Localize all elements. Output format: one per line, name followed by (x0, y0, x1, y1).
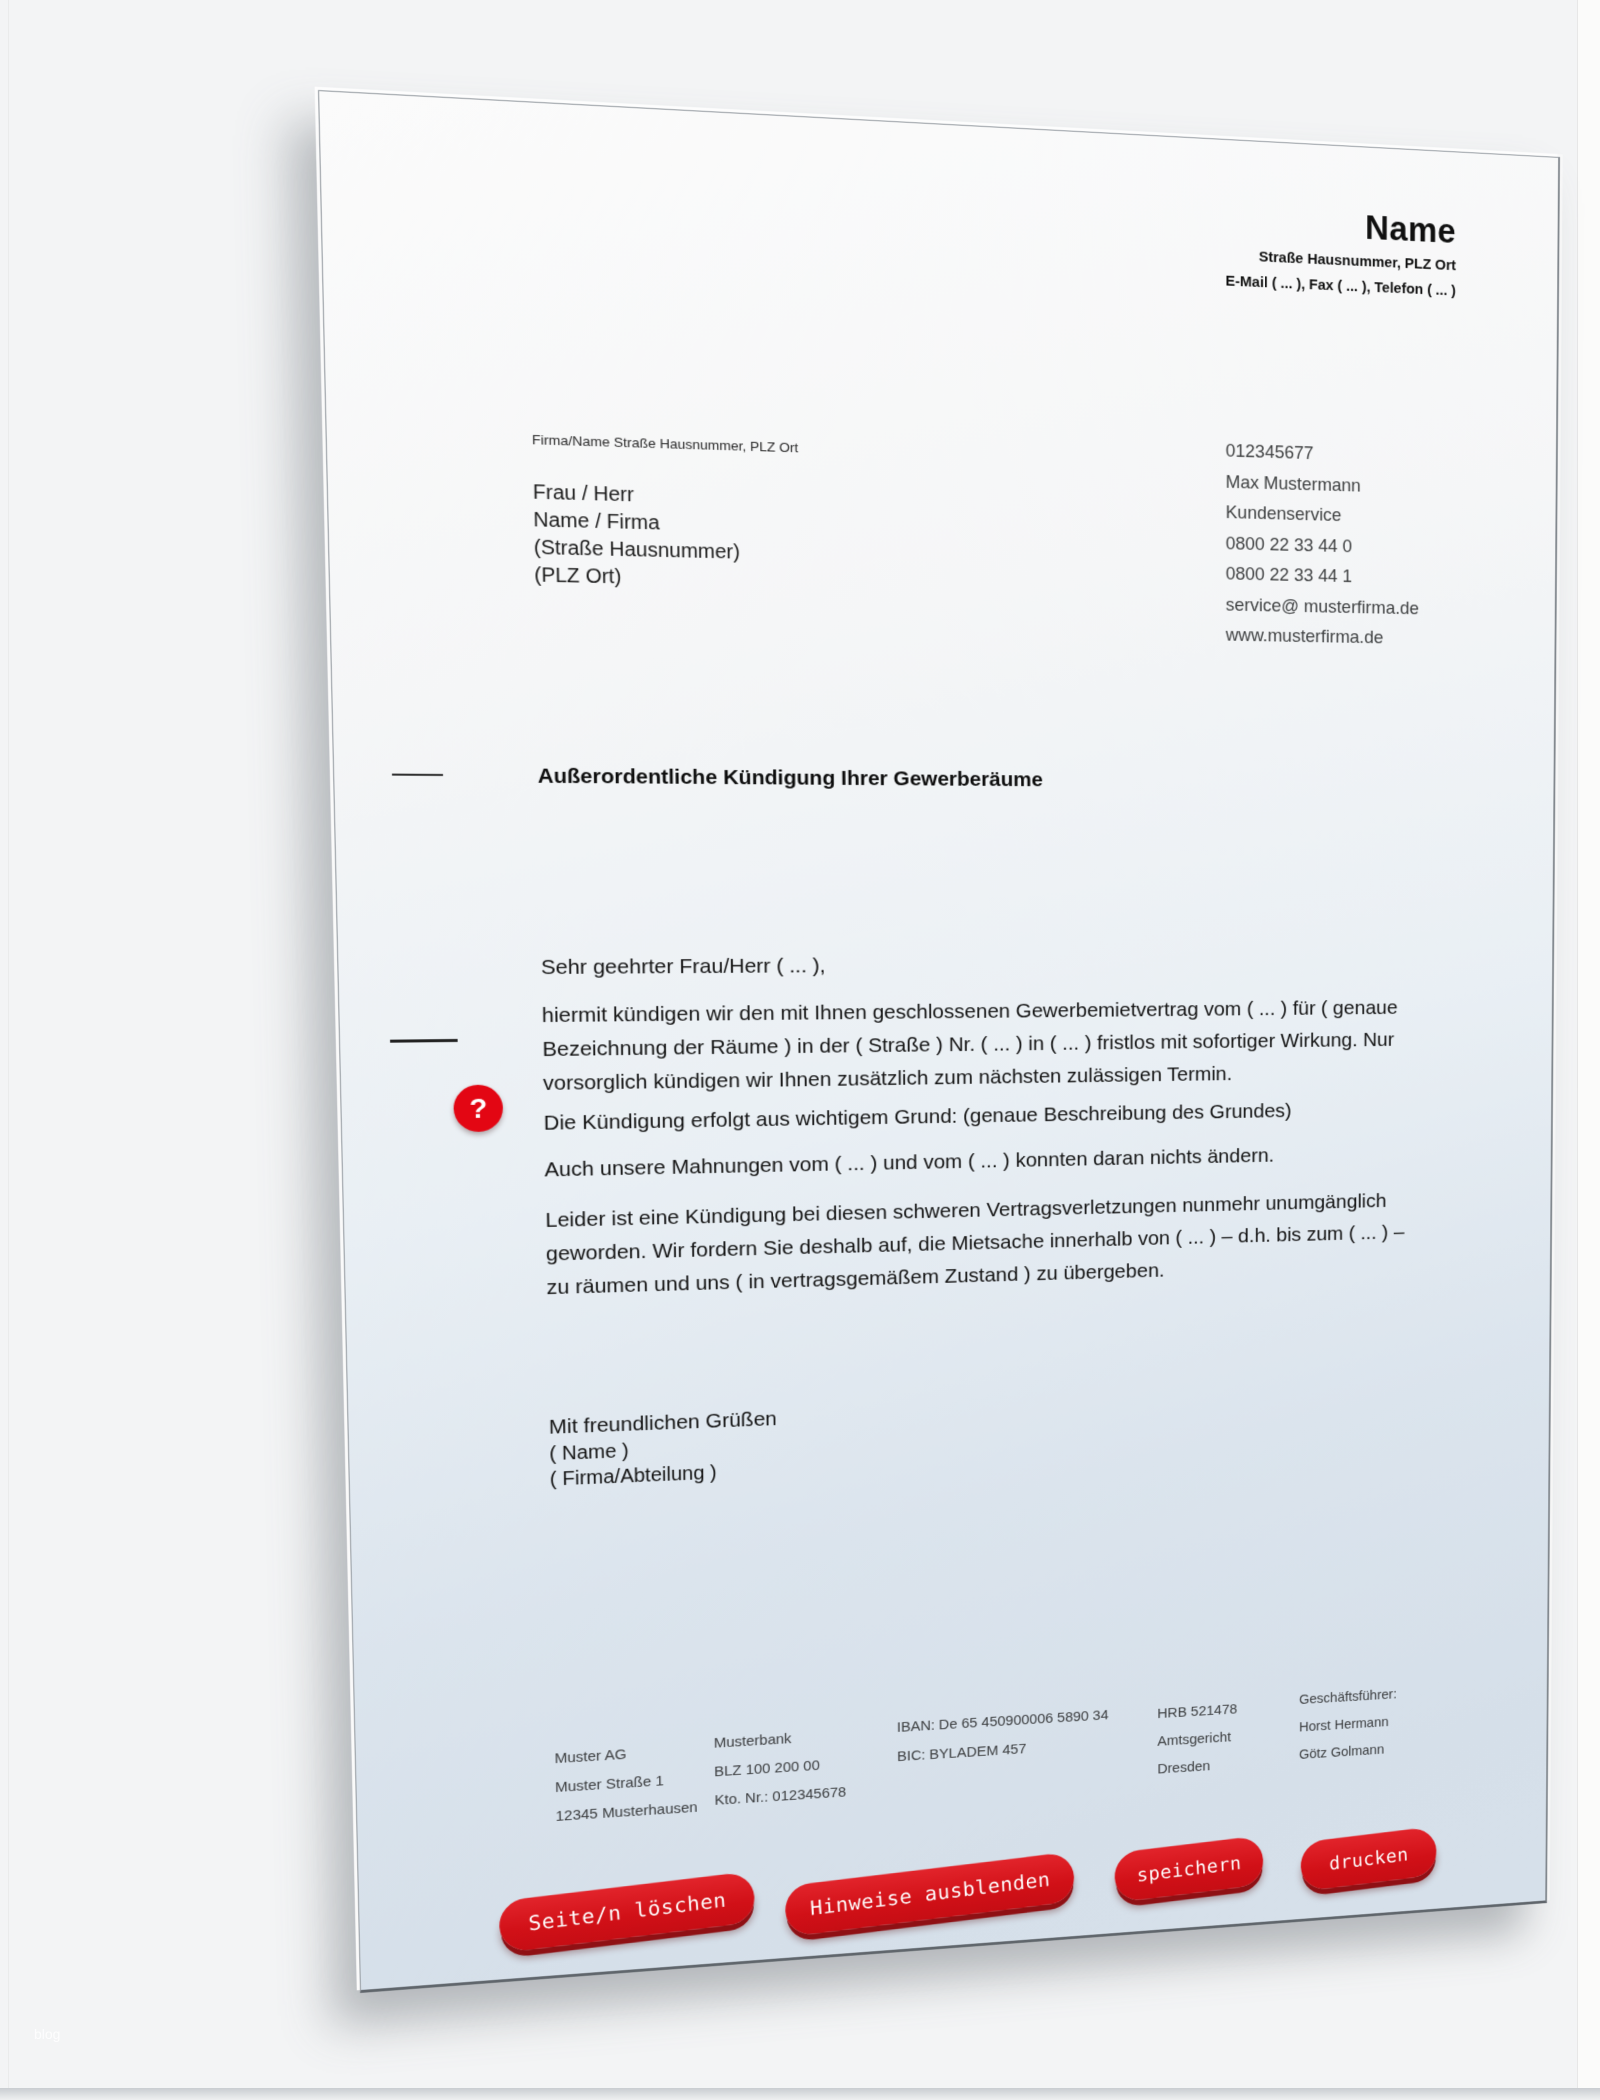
footer-line: Muster Straße 1 (554, 1772, 664, 1796)
background-right-strip (1577, 0, 1600, 2100)
sender-contact-block (1226, 435, 1420, 653)
recipient-line: Frau / Herr (532, 481, 635, 507)
footer-register-column (1157, 1696, 1237, 1784)
letterhead-address: Straße Hausnummer, PLZ Ort (1258, 248, 1456, 275)
help-question-icon[interactable] (453, 1084, 503, 1132)
subject-line: Außerordentliche Kündigung Ihrer Gewerberäume (537, 764, 1043, 792)
footer-line: Amtsgericht (1157, 1729, 1232, 1750)
footer-line: Kto. Nr.: 012345678 (714, 1784, 847, 1809)
footer-company-column (554, 1736, 697, 1831)
delete-pages-button[interactable]: Seite/n löschen (498, 1871, 756, 1953)
letterhead-contact: E-Mail ( ... ), Fax ( ... ), Telefon ( ... ) (1225, 272, 1456, 300)
print-button[interactable]: drucken (1300, 1826, 1438, 1891)
recipient-line: Name / Firma (533, 508, 660, 535)
footer-line: BIC: BYLADEM 457 (897, 1740, 1027, 1765)
footer-line: Horst Hermann (1299, 1715, 1389, 1736)
salutation: Sehr geehrter Frau/Herr ( ... ), (540, 954, 826, 980)
fold-mark (390, 1039, 458, 1043)
body-paragraph: Die Kündigung erfolgt aus wichtigem Grund: (genaue Beschreibung des Grundes) (543, 1099, 1292, 1135)
recipient-line: (PLZ Ort) (534, 564, 622, 589)
letter-page (318, 90, 1560, 1993)
contact-line: service@ musterfirma.de (1225, 593, 1420, 618)
contact-line: www.musterfirma.de (1225, 624, 1384, 648)
body-paragraph: Auch unsere Mahnungen vom ( ... ) und vom ( ... ) konnten daran nichts ändern. (544, 1144, 1275, 1182)
background-left-edge (8, 0, 9, 2100)
recipient-line: (Straße Hausnummer) (533, 536, 741, 564)
footer-line: IBAN: De 65 450900006 5890 34 (896, 1707, 1109, 1736)
contact-line: 0800 22 33 44 0 (1225, 532, 1353, 556)
footer-line: 12345 Musterhausen (555, 1799, 698, 1825)
footer-line: BLZ 100 200 00 (714, 1757, 820, 1781)
closing-line: Mit freundlichen Grüßen (548, 1407, 778, 1439)
contact-line: Max Mustermann (1225, 470, 1361, 495)
body-paragraph: Leider ist eine Kündigung bei diesen schweren Vertragsverletzungen nunmehr unumgänglich geworden. Wir fordern Sie deshalb auf, die Mietsache innerhalb von ( ... ) – d.h. bis zum ( ... ) – zu räumen und uns ( in vertragsgemäßem Zustand ) zu übergeben. (545, 1190, 1405, 1300)
sender-window-line: Firma/Name Straße Hausnummer, PLZ Ort (531, 431, 799, 456)
background-bottom-strip (0, 2088, 1600, 2100)
fold-mark (392, 774, 443, 776)
contact-line: Kundenservice (1225, 501, 1342, 525)
footer-line: Dresden (1157, 1758, 1211, 1778)
footer-line: Muster AG (554, 1746, 627, 1768)
body-paragraph: hiermit kündigen wir den mit Ihnen geschlossenen Gewerbemietvertrag vom ( ... ) für ( genaue Bezeichnung der Räume ) in der ( Straße ) Nr. ( ... ) in ( ... ) fristlos mit sofortiger Wirkung. Nur vorsorglich kündigen wir Ihnen zusätzlich zum nächsten zulässigen Termin. (541, 996, 1398, 1095)
signature-line: ( Name ) (549, 1440, 630, 1466)
footer-line: Geschäftsführer: (1299, 1687, 1397, 1708)
blog-watermark: blog (34, 2026, 61, 2042)
contact-line: 0800 22 33 44 1 (1225, 562, 1353, 587)
signature-line: ( Firma/Abteilung ) (549, 1462, 717, 1491)
footer-iban-column (897, 1701, 1109, 1772)
footer-bank-column (714, 1722, 847, 1816)
question-mark-glyph: ? (469, 1092, 488, 1124)
letterhead (1226, 201, 1457, 302)
save-button[interactable]: speichern (1113, 1835, 1264, 1902)
footer-management-column (1299, 1681, 1397, 1769)
recipient-address-block (533, 479, 741, 594)
footer-line: Musterbank (713, 1730, 792, 1752)
footer-line: HRB 521478 (1157, 1701, 1238, 1722)
contact-line: 012345677 (1225, 439, 1314, 464)
footer-line: Götz Golmann (1299, 1742, 1385, 1763)
hide-hints-button[interactable]: Hinweise ausblenden (784, 1851, 1076, 1936)
letterhead-name: Name (1365, 208, 1457, 251)
